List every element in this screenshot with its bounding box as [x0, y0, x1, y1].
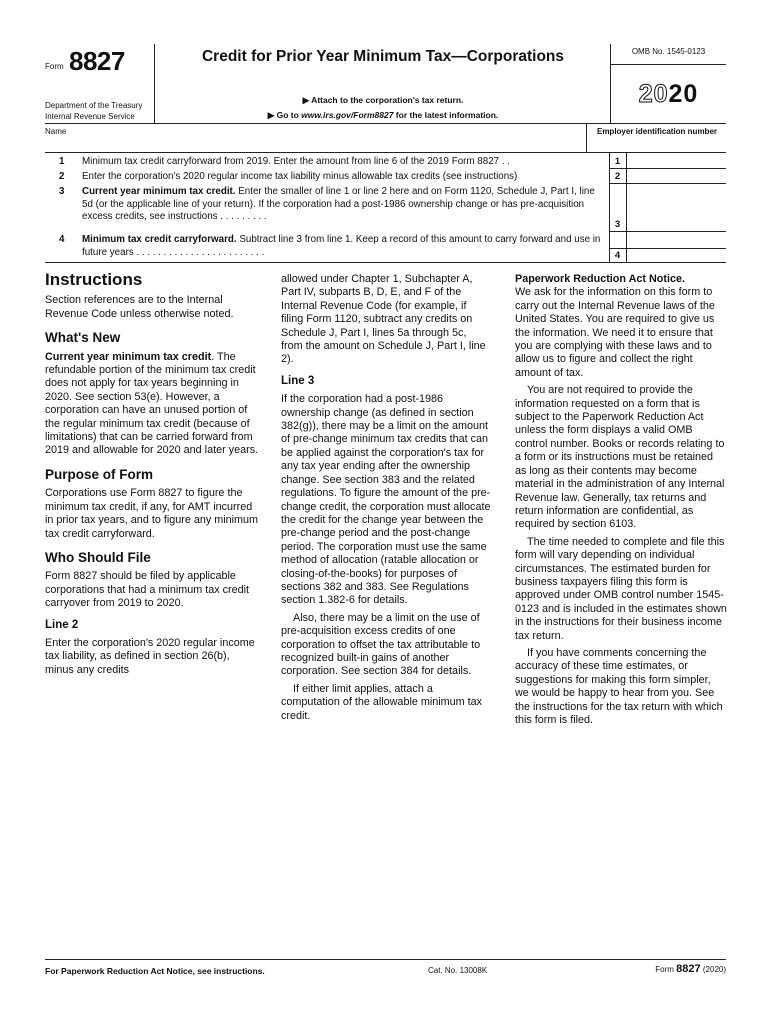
department-name: Department of the Treasury	[45, 101, 143, 110]
whats-new-body: . The refundable portion of the minimum tax credit does not apply for tax years beginning in 2020. See section 53(e). However, a corporation can have an unused portion of the regular minimum tax credit (because of limitations) that can be carried forward from 2019 and allowable for 2020 and later years.	[45, 350, 259, 457]
line-2-number: 2	[59, 171, 65, 182]
line-2-text: Enter the corporation's 2020 regular income tax liability minus allowable tax credits (see instructions)	[82, 171, 518, 182]
irs-url-link[interactable]: www.irs.gov/Form8827	[301, 110, 394, 120]
line-3-body: Enter the smaller of line 1 or line 2 here and on Form 1120, Schedule J, Part I, line 5d (or the applicable line of your return). If the corporation had a post-1986 ownership change or has pre-acquisition excess credits, see instructions . . . . . . . . .	[82, 186, 595, 222]
whats-new-text	[45, 351, 259, 458]
instructions-column-1	[45, 270, 259, 679]
instructions-column-2	[281, 273, 491, 725]
department-block	[45, 100, 142, 122]
attach-instruction: ▶ Attach to the corporation's tax return.	[302, 95, 464, 105]
paperwork-notice-heading: Paperwork Reduction Act Notice.	[515, 273, 685, 285]
line-4-amount-input[interactable]	[627, 232, 726, 262]
paperwork-notice-paragraph-1	[515, 273, 727, 380]
paperwork-notice-body: We ask for the information on this form to carry out the Internal Revenue laws of the United States. You are required to give us the information. We need it to ensure that you are complying with these laws and to allow us to figure and collect the right amount of tax.	[515, 286, 715, 379]
title-block	[155, 44, 611, 124]
tax-year-outline: 20	[638, 80, 669, 108]
footer-year: (2020)	[702, 965, 726, 974]
line-2-heading: Line 2	[45, 618, 79, 631]
line-2-instructions: Enter the corporation's 2020 regular income tax liability, as defined in section 26(b), minus any credits	[45, 636, 255, 676]
omb-year-block	[611, 44, 726, 124]
line-3-text	[82, 186, 605, 224]
purpose-heading: Purpose of Form	[45, 466, 154, 482]
ein-field[interactable]	[586, 124, 726, 153]
goto-suffix: for the latest information.	[393, 110, 499, 120]
footer-notice: For Paperwork Reduction Act Notice, see instructions.	[45, 966, 265, 976]
ein-label: Employer identification number	[596, 127, 717, 136]
whats-new-bold: Current year minimum tax credit	[45, 350, 212, 363]
purpose-text: Corporations use Form 8827 to figure the minimum tax credit, if any, for AMT incurred in prior tax years, and to figure any minimum tax credit carryforward.	[45, 487, 259, 540]
line-3-box-number: 3	[614, 219, 621, 230]
line-2-box-number: 2	[614, 171, 621, 182]
line-3-paragraph-1: If the corporation had a post-1986 ownership change (as defined in section 382(g)), there may be a limit on the amount of pre-change minimum tax credits that can be applied against the corporation's tax for any tax year ending after the ownership change. See section 383 and the related regulations. To figure the amount of the pre-change credit, the corporation must allocate the credit for the change year between the pre-change period and the post-change period. The corporation must use the same method of allocation (ratable allocation or closing-of-the-books) for purposes of sections 382 and 383. See Regulations section 1.382-6 for details.	[281, 393, 491, 607]
form-footer	[45, 959, 726, 979]
instructions-heading: Instructions	[45, 270, 143, 289]
footer-form-id	[655, 963, 726, 975]
who-should-file-text: Form 8827 should be filed by applicable corporations that had a minimum tax credit carryover from 2019 to 2020.	[45, 570, 250, 610]
who-should-file-heading: Who Should File	[45, 549, 151, 565]
line-number-column	[609, 153, 626, 263]
goto-prefix: ▶ Go to	[267, 110, 302, 120]
line-3-paragraph-3: If either limit applies, attach a computation of the allowable minimum tax credit.	[281, 682, 483, 722]
catalog-number: Cat. No. 13008K	[428, 966, 488, 975]
footer-form-number: 8827	[676, 963, 701, 975]
line-4-text	[82, 234, 605, 259]
line-4-body: Subtract line 3 from line 1. Keep a record of this amount to carry forward and use in future years . . . . . . . . . . . . . . . . . . . . . . . .	[82, 234, 601, 258]
line-4-box-number: 4	[614, 250, 621, 261]
goto-instruction	[155, 110, 611, 121]
form-number: 8827	[69, 46, 125, 76]
instructions-intro: Section references are to the Internal Revenue Code unless otherwise noted.	[45, 294, 234, 320]
line-1-text: Minimum tax credit carryforward from 2019. Enter the amount from line 6 of the 2019 Form 8827 . .	[82, 156, 510, 167]
line-3-amount-input[interactable]	[627, 184, 726, 231]
tax-year-solid: 20	[668, 80, 699, 108]
line-3-bold: Current year minimum tax credit.	[82, 186, 236, 197]
omb-number: OMB No. 1545-0123	[611, 47, 726, 65]
line-4-bold: Minimum tax credit carryforward.	[82, 234, 237, 245]
footer-form-word: Form	[655, 965, 674, 974]
line-1-box-number: 1	[614, 156, 621, 167]
form-word: Form	[45, 62, 64, 71]
line-3-number: 3	[59, 186, 65, 197]
line-3-heading: Line 3	[281, 374, 315, 387]
line-4-number: 4	[59, 234, 65, 245]
instructions-column-3	[515, 273, 727, 729]
line-1-number: 1	[59, 156, 65, 167]
line-2-continued: allowed under Chapter 1, Subchapter A, Part IV, subparts B, D, E, and F of the Internal Revenue Code (for example, if filing Form 1120, subtract any credits on Schedule J, Part I, lines 5a through 5c, from the amount on Schedule J, Part I, line 2).	[281, 273, 486, 366]
line-2-amount-input[interactable]	[627, 169, 726, 183]
form-lines	[45, 153, 726, 263]
name-row	[45, 124, 726, 153]
paperwork-notice-paragraph-2: You are not required to provide the information requested on a form that is subject to the Paperwork Reduction Act unless the form displays a valid OMB control number. Books or records relating to a form or its instructions must be retained as long as their contents may become material in the administration of any Internal Revenue law. Generally, tax returns and return information are confidential, as required by section 6103.	[515, 384, 725, 531]
agency-name: Internal Revenue Service	[45, 112, 135, 121]
form-title: Credit for Prior Year Minimum Tax—Corporations	[201, 48, 565, 65]
name-field[interactable]: Name	[45, 127, 67, 136]
paperwork-notice-paragraph-4: If you have comments concerning the accuracy of these time estimates, or suggestions for making this form simpler, we would be happy to hear from you. See the instructions for the tax return with which this form is filed.	[515, 646, 723, 726]
line-1-amount-input[interactable]	[627, 153, 726, 168]
whats-new-heading: What's New	[45, 330, 121, 346]
tax-year	[611, 80, 726, 109]
form-id-block	[45, 44, 155, 124]
form-header	[45, 44, 726, 124]
line-3-paragraph-2: Also, there may be a limit on the use of pre-acquisition excess credits of one corporation to offset the tax attributable to recognized built-in gains of another corporation. See section 384 for details.	[281, 611, 481, 678]
paperwork-notice-paragraph-3: The time needed to complete and file this form will vary depending on individual circumstances. The estimated burden for business taxpayers filing this form is approved under OMB control number 1545-0123 and is included in the estimates shown in the instructions for their business income tax return.	[515, 535, 727, 642]
